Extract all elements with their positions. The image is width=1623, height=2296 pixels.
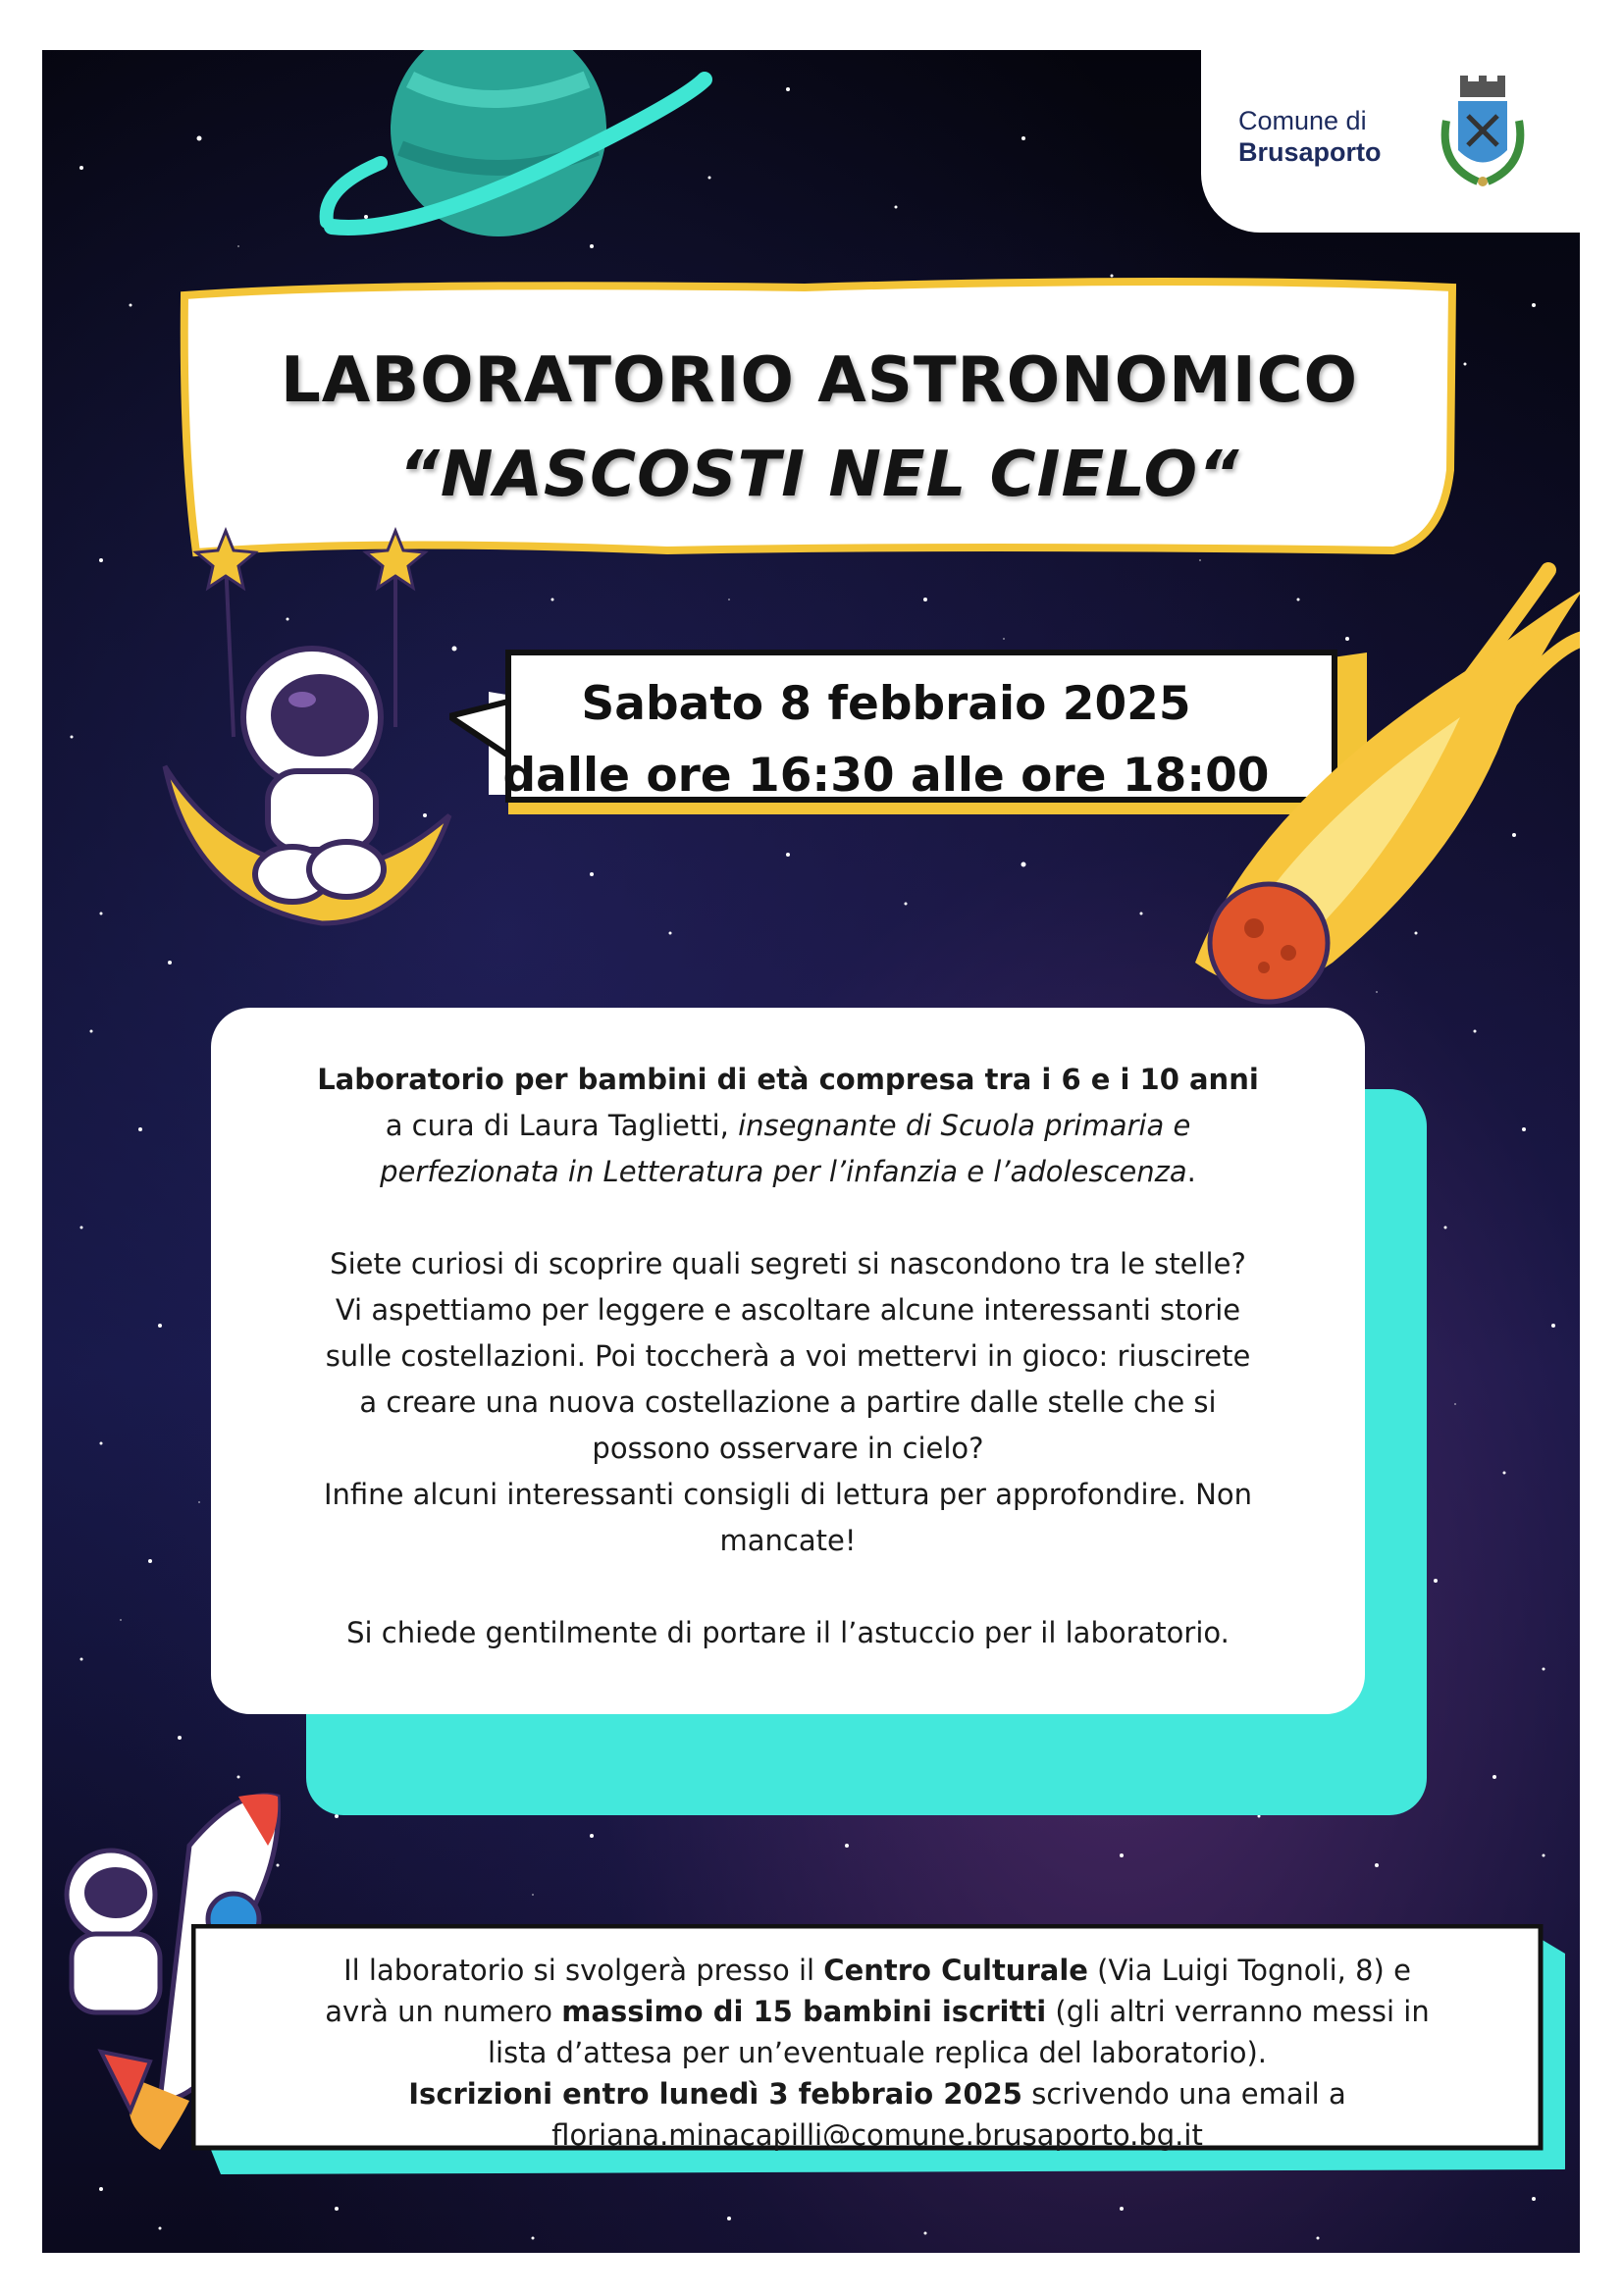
event-time: dalle ore 16:30 alle ore 18:00 [502, 749, 1270, 803]
event-date: Sabato 8 febbraio 2025 [581, 677, 1191, 731]
planet-illustration [292, 50, 724, 266]
pencil-case-note: Si chiede gentilmente di portare il l’astuccio per il laboratorio. [346, 1616, 1230, 1649]
curator-line-2 [270, 1149, 1306, 1195]
municipality-town: Brusaporto [1238, 137, 1382, 167]
registration-line-4b: scrivendo una email a [1022, 2077, 1346, 2111]
municipality-prefix: Comune di [1238, 106, 1367, 135]
municipality-logo-card [1201, 50, 1580, 233]
municipality-name [1238, 105, 1382, 168]
body-line-6: Infine alcuni interessanti consigli di lettura per approfondire. Non [323, 1478, 1252, 1511]
body-line-4: a creare una nuova costellazione a partire dalle stelle che si [359, 1385, 1217, 1419]
max-participants: massimo di 15 bambini iscritti [561, 1995, 1047, 2028]
registration-line-1a: Il laboratorio si svolgerà presso il [343, 1954, 824, 1987]
body-line-7: mancate! [719, 1524, 857, 1557]
body-line-2: Vi aspettiamo per leggere e ascoltare alcune interessanti storie [335, 1293, 1241, 1327]
registration-deadline: Iscrizioni entro lunedì 3 febbraio 2025 [408, 2077, 1022, 2111]
contact-email: floriana.minacapilli@comune.brusaporto.bg.it [551, 2118, 1203, 2152]
curator-role-1: insegnante di Scuola primaria e [738, 1109, 1191, 1142]
info-text [270, 1057, 1306, 1656]
registration-line-2 [191, 1991, 1563, 2032]
body-line-5: possono osservare in cielo? [592, 1432, 984, 1465]
registration-line-2c: (gli altri verranno messi in [1046, 1995, 1430, 2028]
title-line-1: LABORATORIO ASTRONOMICO [281, 344, 1358, 417]
poster [42, 50, 1580, 2253]
registration-line-2a: avrà un numero [325, 1995, 562, 2028]
registration-line-4 [191, 2073, 1563, 2114]
comet-illustration [1176, 550, 1580, 1021]
registration-line-1 [191, 1950, 1563, 1991]
registration-line-3: lista d’attesa per un’eventuale replica del laboratorio). [487, 2036, 1268, 2069]
registration-box [191, 1924, 1565, 2184]
venue-name: Centro Culturale [823, 1954, 1088, 1987]
audience-text: Laboratorio per bambini di età compresa tra i 6 e i 10 anni [317, 1063, 1259, 1096]
curator-suffix: . [1186, 1155, 1196, 1188]
body-line-1: Siete curiosi di scoprire quali segreti si nascondono tra le stelle? [330, 1247, 1246, 1280]
title-line-2: “NASCOSTI NEL CIELO“ [398, 439, 1240, 511]
coat-of-arms-icon [1429, 72, 1537, 199]
astronaut-moon-swing-illustration [155, 492, 489, 953]
info-card [211, 1008, 1365, 1714]
body-line-3: sulle costellazioni. Poi toccherà a voi mettervi in gioco: riuscirete [325, 1339, 1251, 1373]
registration-text [191, 1950, 1563, 2156]
venue-address: (Via Luigi Tognoli, 8) e [1087, 1954, 1411, 1987]
curator-prefix: a cura di Laura Taglietti, [385, 1109, 739, 1142]
curator-role-2: perfezionata in Letteratura per l’infanzia e l’adolescenza [380, 1155, 1187, 1188]
curator-line [270, 1103, 1306, 1149]
